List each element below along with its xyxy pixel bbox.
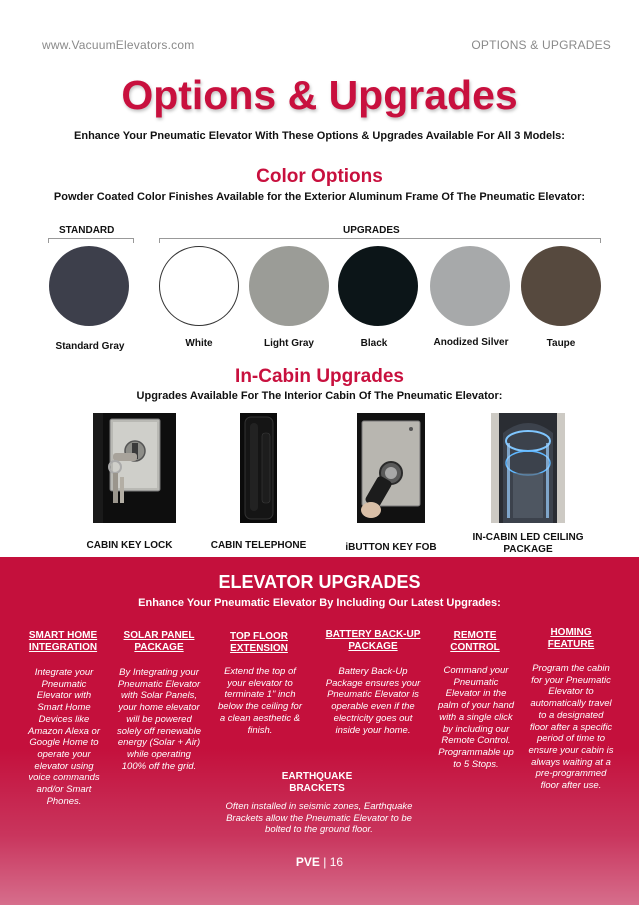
page-footer <box>0 855 639 869</box>
swatch-black <box>338 246 418 326</box>
footer-separator: | <box>323 855 327 869</box>
smart-home-text: Integrate your Pneumatic Elevator with Smart Home Devices like Amazon Alexa or Google Home to operate your elevator using voice commands and/or Smart Phones. <box>28 667 100 807</box>
cabin-key-lock-label: CABIN KEY LOCK <box>86 540 173 551</box>
earthquake-brackets-title: EARTHQUAKE BRACKETS <box>281 771 353 794</box>
swatch-label-anodized-silver: Anodized Silver <box>433 337 509 348</box>
swatch-white <box>159 246 239 326</box>
solar-panel-text: By Integrating your Pneumatic Elevator with Solar Panels, your home elevator will be powered solely off renewable energy (Solar + Air) while operating 100% off the grid. <box>117 667 201 772</box>
swatch-taupe <box>521 246 601 326</box>
elevator-upgrades-subtitle: Enhance Your Pneumatic Elevator By Including Our Latest Upgrades: <box>138 597 501 609</box>
led-ceiling-image <box>491 413 565 523</box>
swatch-label-black: Black <box>360 338 388 349</box>
page-title: Options & Upgrades <box>121 72 518 118</box>
homing-feature-title: HOMING FEATURE <box>547 627 595 650</box>
top-floor-text: Extend the top of your elevator to terminate 1" inch below the ceiling for a clean aesthetic & finish. <box>218 666 302 736</box>
swatch-standard-gray <box>49 246 129 326</box>
in-cabin-title: In-Cabin Upgrades <box>235 366 404 387</box>
solar-panel-title: SOLAR PANEL PACKAGE <box>123 630 195 653</box>
swatch-label-standard-gray: Standard Gray <box>55 341 125 352</box>
in-cabin-subtitle: Upgrades Available For The Interior Cabin Of The Pneumatic Elevator: <box>136 390 503 402</box>
website-url[interactable]: www.VacuumElevators.com <box>42 38 195 52</box>
standard-bracket <box>48 238 134 243</box>
top-floor-title: TOP FLOOR EXTENSION <box>230 631 288 654</box>
ibutton-key-fob-label: iBUTTON KEY FOB <box>345 542 437 553</box>
cabin-telephone-image <box>240 413 277 523</box>
remote-control-text: Command your Pneumatic Elevator in the palm of your hand with a single click by including our Remote Control. Programmable up to 5 Stops. <box>437 665 515 770</box>
upgrades-bracket <box>159 238 601 243</box>
cabin-key-lock-image <box>93 413 176 523</box>
swatch-anodized-silver <box>430 246 510 326</box>
section-header: OPTIONS & UPGRADES <box>471 38 611 52</box>
upgrades-label: UPGRADES <box>343 225 400 236</box>
page-subtitle: Enhance Your Pneumatic Elevator With These Options & Upgrades Available For All 3 Models: <box>74 130 565 142</box>
earthquake-brackets-text: Often installed in seismic zones, Earthquake Brackets allow the Pneumatic Elevator to be bolted to the ground floor. <box>225 801 413 836</box>
cabin-telephone-label: CABIN TELEPHONE <box>210 540 307 551</box>
homing-feature-text: Program the cabin for your Pneumatic Elevator to automatically travel to a designated floor after a specific period of time to ensure your cabin is always waiting at a pre-programmed floor after use. <box>528 663 614 792</box>
swatch-label-taupe: Taupe <box>546 338 576 349</box>
remote-control-title: REMOTE CONTROL <box>450 630 500 653</box>
footer-brand: PVE <box>295 855 320 869</box>
led-ceiling-label: IN-CABIN LED CEILING PACKAGE <box>472 532 584 555</box>
color-options-subtitle: Powder Coated Color Finishes Available for the Exterior Aluminum Frame Of The Pneumatic Elevator: <box>53 191 586 203</box>
swatch-light-gray <box>249 246 329 326</box>
page-number: 16 <box>329 855 344 869</box>
elevator-upgrades-title: ELEVATOR UPGRADES <box>218 572 421 592</box>
battery-backup-text: Battery Back-Up Package ensures your Pneumatic Elevator is operable even if the electricity goes out inside your home. <box>325 666 421 736</box>
battery-backup-title: BATTERY BACK-UP PACKAGE <box>325 629 421 652</box>
standard-label: STANDARD <box>59 225 115 236</box>
smart-home-title: SMART HOME INTEGRATION <box>28 630 98 653</box>
swatch-label-light-gray: Light Gray <box>263 338 314 349</box>
ibutton-key-fob-image <box>357 413 425 523</box>
color-options-title: Color Options <box>256 166 383 187</box>
swatch-label-white: White <box>185 338 213 349</box>
